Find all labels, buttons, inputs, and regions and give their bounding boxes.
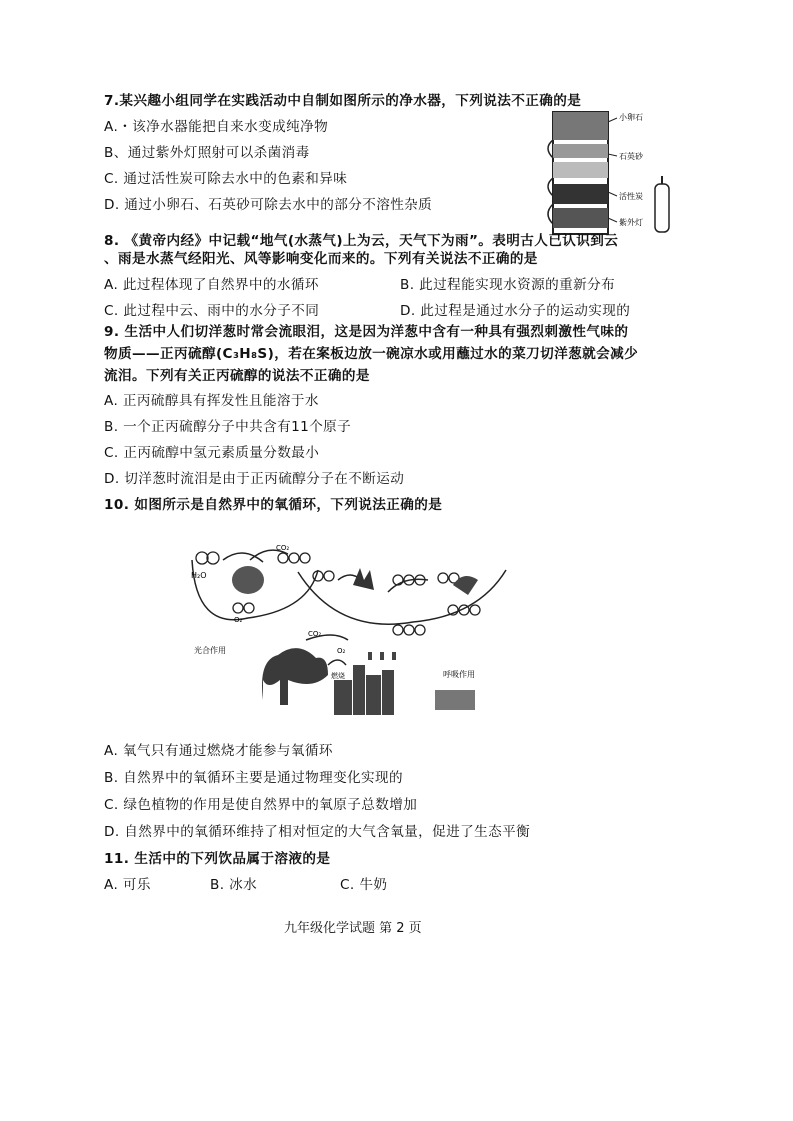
q8-option-d: D. 此过程是通过水分子的运动实现的 <box>400 303 631 319</box>
q7-option-a: A.・该净水器能把自来水变成纯净物 <box>104 119 329 135</box>
q11-option-a: A. 可乐 <box>104 877 151 893</box>
q11-option-c: C. 牛奶 <box>340 877 388 893</box>
water-filter-figure <box>533 104 683 239</box>
label-activated-carbon: 活性炭 <box>619 192 643 201</box>
q11-stem: 11. 生活中的下列饮品属于溶液的是 <box>104 851 331 867</box>
q10-stem: 10. 如图所示是自然界中的氧循环，下列说法正确的是 <box>104 497 443 513</box>
label-h2o: H₂O <box>191 571 207 580</box>
q10-option-a: A. 氧气只有通过燃烧才能参与氧循环 <box>104 743 333 759</box>
label-co2-tree: CO₂ <box>308 630 322 638</box>
q11-option-b: B. 冰水 <box>210 877 258 893</box>
label-o2-left: O₂ <box>234 616 243 624</box>
page-footer: 九年级化学试题 第 2 页 <box>284 921 422 936</box>
label-burning: 燃烧 <box>331 672 345 680</box>
q7-option-b: B、通过紫外灯照射可以杀菌消毒 <box>104 145 310 161</box>
label-pebbles: 小卵石 <box>619 113 643 122</box>
q8-stem-line2: 、雨是水蒸气经阳光、风等影响变化而来的。下列有关说法不正确的是 <box>104 251 538 267</box>
q7-stem: 7.某兴趣小组同学在实践活动中自制如图所示的净水器，下列说法不正确的是 <box>104 93 582 109</box>
q9-stem-line2: 物质——正丙硫醇(C₃H₈S)，若在案板边放一碗凉水或用蘸过水的菜刀切洋葱就会减少 <box>104 346 639 362</box>
label-quartz-sand: 石英砂 <box>619 152 643 161</box>
q10-option-c: C. 绿色植物的作用是使自然界中的氧原子总数增加 <box>104 797 418 813</box>
q9-option-b: B. 一个正丙硫醇分子中共含有11个原子 <box>104 419 352 435</box>
q9-stem-line1: 9. 生活中人们切洋葱时常会流眼泪，这是因为洋葱中含有一种具有强烈刺激性气味的 <box>104 324 629 340</box>
q10-option-d: D. 自然界中的氧循环维持了相对恒定的大气含氧量，促进了生态平衡 <box>104 824 531 840</box>
label-co2-top: CO₂ <box>276 544 290 552</box>
q9-stem-line3: 流泪。下列有关正丙硫醇的说法不正确的是 <box>104 368 370 384</box>
label-o2-city: O₂ <box>337 647 346 655</box>
q7-option-c: C. 通过活性炭可除去水中的色素和异味 <box>104 171 348 187</box>
label-uv-lamp: 紫外灯 <box>619 218 643 227</box>
q9-option-c: C. 正丙硫醇中氢元素质量分数最小 <box>104 445 320 461</box>
q7-option-d: D. 通过小卵石、石英砂可除去水中的部分不溶性杂质 <box>104 197 433 213</box>
q10-option-b: B. 自然界中的氧循环主要是通过物理变化实现的 <box>104 770 404 786</box>
q9-option-a: A. 正丙硫醇具有挥发性且能溶于水 <box>104 393 319 409</box>
label-photosynthesis: 光合作用 <box>194 646 226 655</box>
q9-option-d: D. 切洋葱时流泪是由于正丙硫醇分子在不断运动 <box>104 471 405 487</box>
q8-option-b: B. 此过程能实现水资源的重新分布 <box>400 277 616 293</box>
q8-option-a: A. 此过程体现了自然界中的水循环 <box>104 277 319 293</box>
label-respiration: 呼吸作用 <box>443 670 475 679</box>
oxygen-cycle-figure <box>188 540 513 720</box>
q8-option-c: C. 此过程中云、雨中的水分子不同 <box>104 303 320 319</box>
q8-stem-line1: 8. 《黄帝内经》中记载“地气(水蒸气)上为云，天气下为雨”。表明古人已认识到云 <box>104 233 619 249</box>
